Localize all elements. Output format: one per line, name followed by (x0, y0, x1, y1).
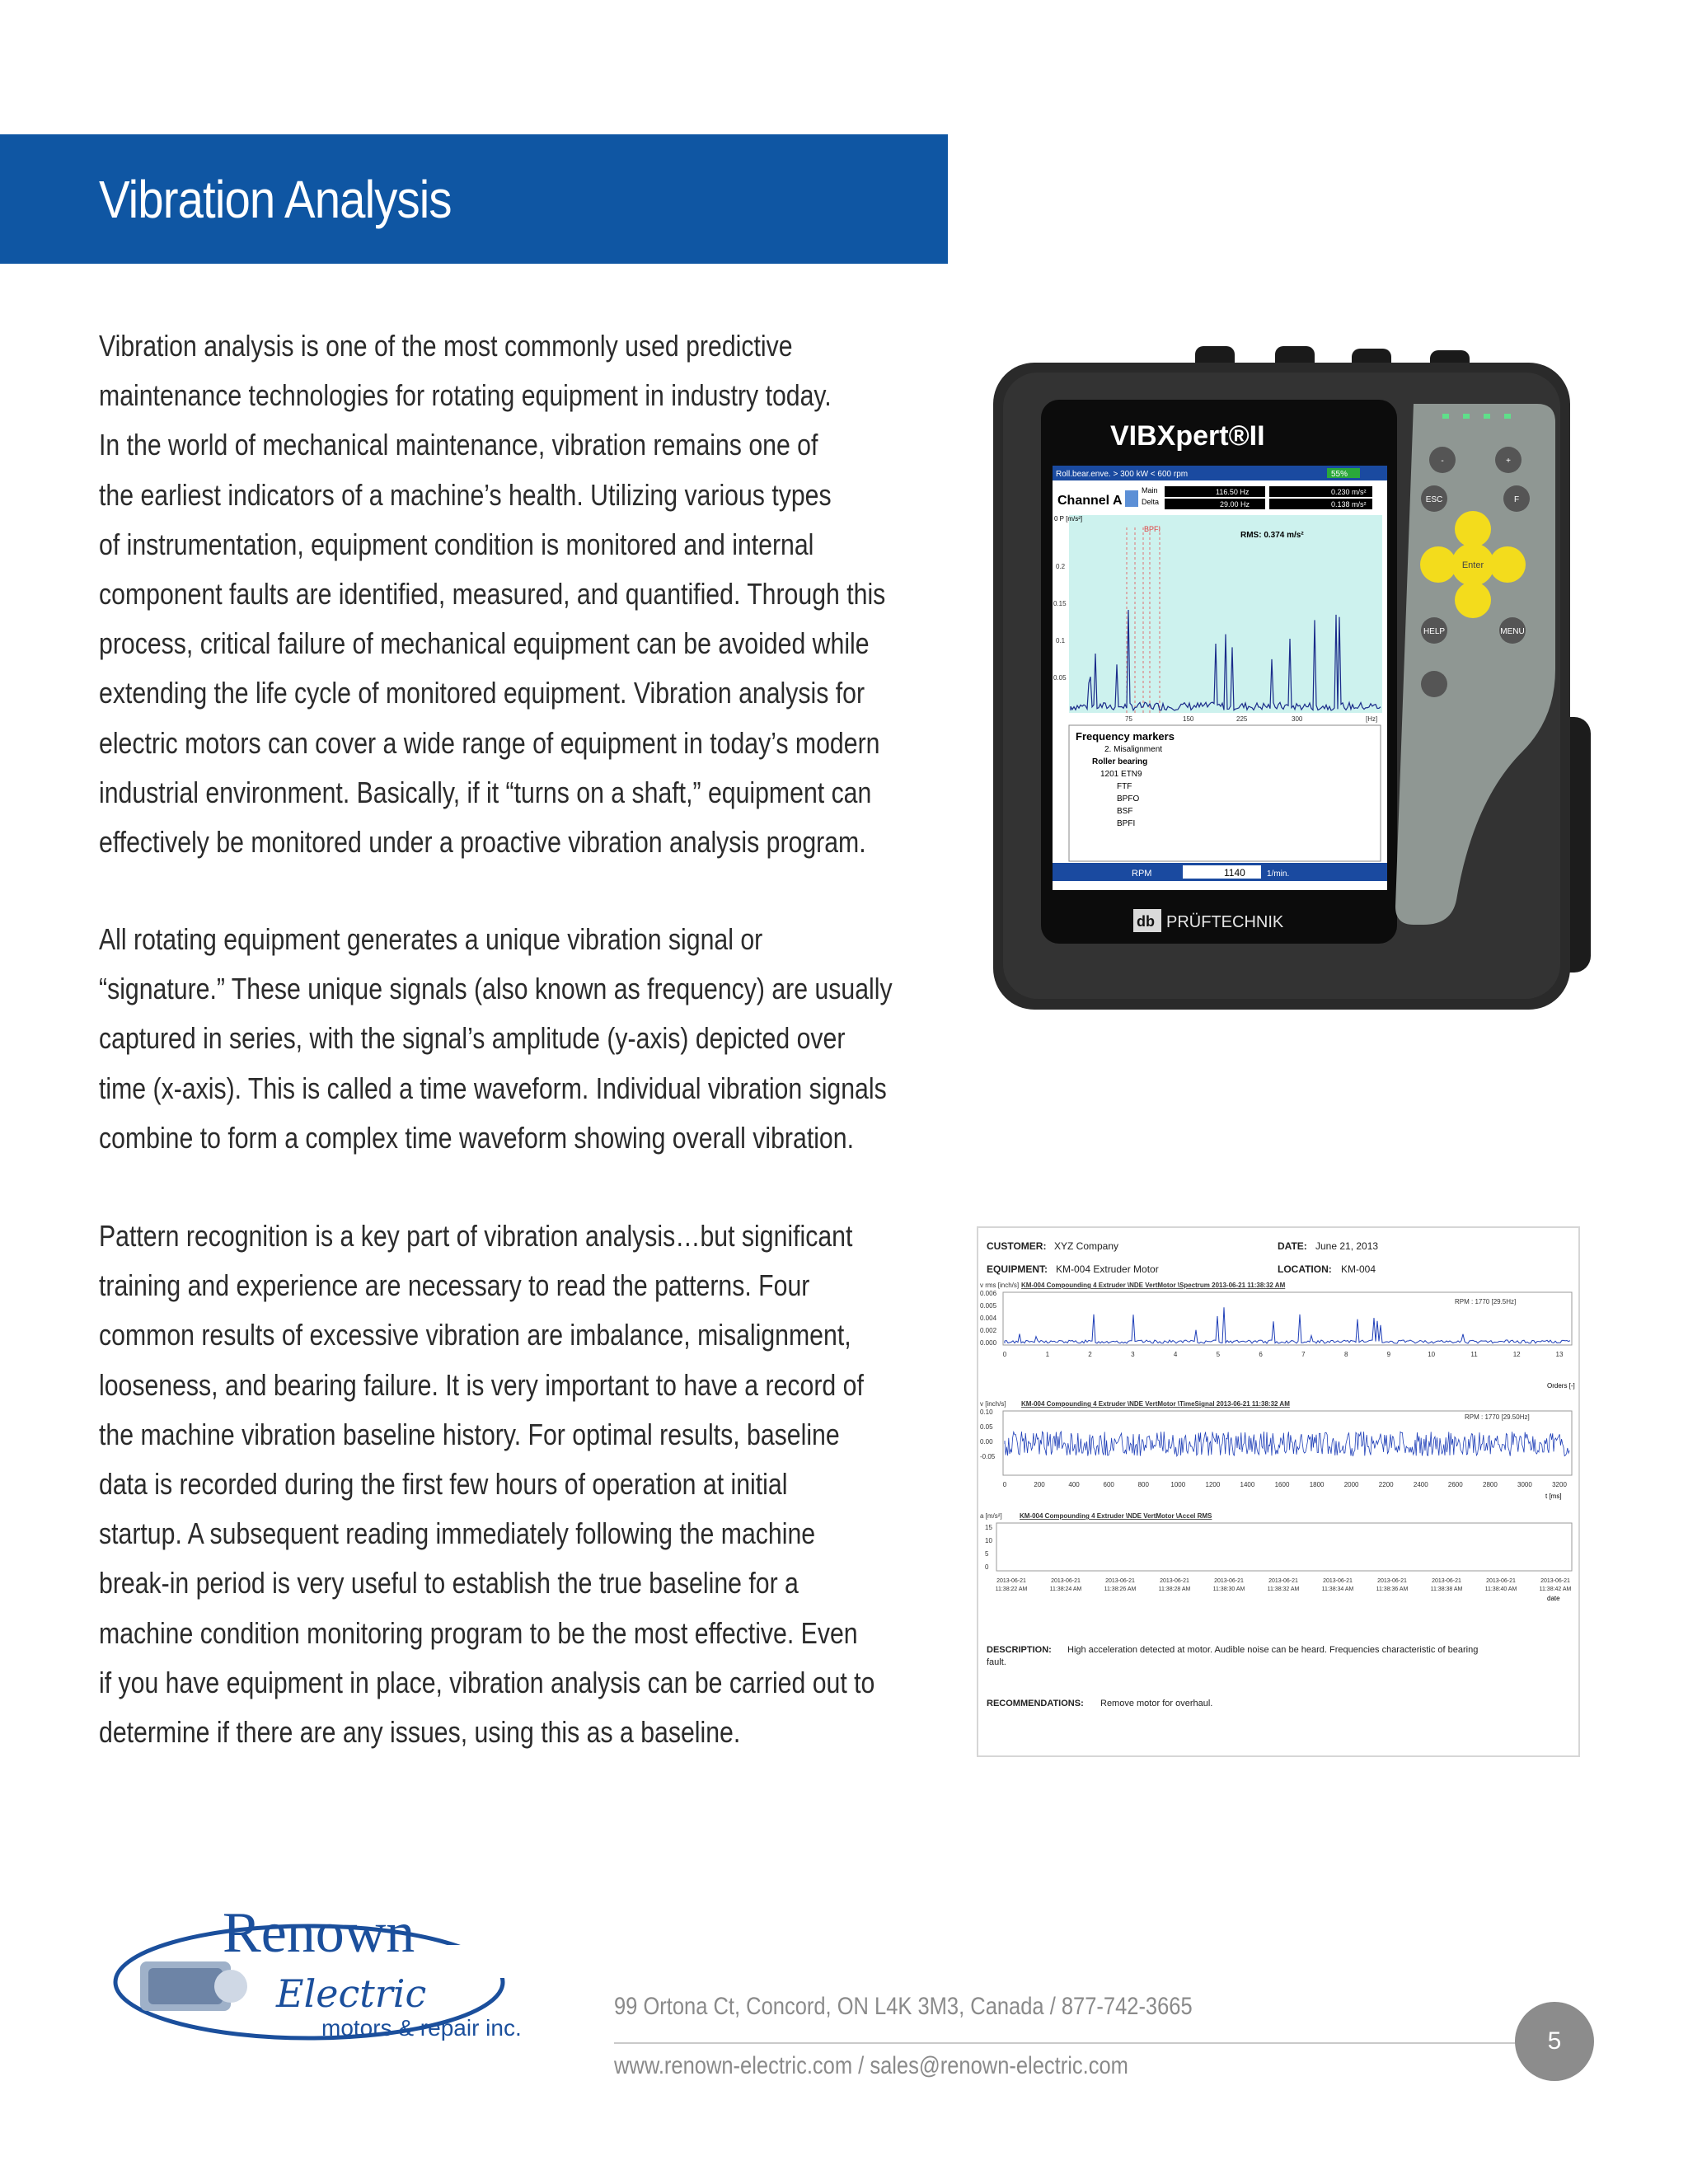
tick-label: 2400 (1413, 1481, 1428, 1488)
tick-label: 200 (1034, 1481, 1045, 1488)
page-number: 5 (1515, 2002, 1594, 2081)
svg-text:55%: 55% (1331, 470, 1348, 479)
tick-label: 3000 (1517, 1481, 1532, 1488)
svg-text:BSF: BSF (1117, 807, 1133, 816)
tick-label: 12 (1512, 1351, 1521, 1358)
tick-label: 0 (1002, 1481, 1007, 1488)
svg-text:-0.05: -0.05 (980, 1453, 996, 1460)
intro-paragraph: Vibration analysis is one of the most commonly used predictive maintenance technologies for rotating equipment in industry today. In the world of mechanical maintenance, vibration remains one of the earliest indicators of a machine’s health. Utilizing various types of instrumentation, equipment condition is monitored and internal component faults are identified, measured, and quantified. Through this process, critical failure of mechanical equipment can be avoided while extending the life cycle of monitored equipment. Vibration analysis for electric motors can cover a wide range of equipment in today’s modern industrial environment. Basically, if it “turns on a shaft,” equipment can effectively be monitored under a proactive vibration analysis program. (99, 329, 886, 860)
svg-text:RPM: RPM (1132, 869, 1152, 879)
tick-label: 11:38:40 AM (1484, 1586, 1517, 1592)
svg-text:0.002: 0.002 (980, 1327, 997, 1334)
tick-label: 2013-06-21 (1377, 1578, 1407, 1584)
svg-text:Orders [-]: Orders [-] (1547, 1382, 1575, 1390)
tick-label: 9 (1386, 1351, 1391, 1358)
tick-label: 1800 (1309, 1481, 1325, 1488)
tick-label: 11:38:22 AM (995, 1586, 1028, 1592)
svg-text:RPM : 1770 [29.50Hz]: RPM : 1770 [29.50Hz] (1465, 1413, 1530, 1421)
svg-text:t [ms]: t [ms] (1545, 1493, 1562, 1500)
svg-text:10: 10 (985, 1537, 992, 1544)
svg-text:RPM : 1770 [29.5Hz]: RPM : 1770 [29.5Hz] (1455, 1298, 1517, 1305)
tick-label: 5 (1216, 1351, 1221, 1358)
tick-label: 3200 (1552, 1481, 1567, 1488)
tick-label: 11:38:28 AM (1158, 1586, 1191, 1592)
tick-label: 2013-06-21 (1540, 1578, 1570, 1584)
svg-text:29.00 Hz: 29.00 Hz (1220, 500, 1250, 509)
svg-text:300: 300 (1292, 715, 1303, 723)
tick-label: 2013-06-21 (1268, 1578, 1298, 1584)
svg-text:1201 ETN9: 1201 ETN9 (1100, 770, 1142, 779)
tick-label: 11:38:34 AM (1321, 1586, 1354, 1592)
svg-text:v [inch/s]: v [inch/s] (980, 1400, 1006, 1408)
tick-label: 2013-06-21 (1323, 1578, 1353, 1584)
svg-text:FTF: FTF (1117, 782, 1132, 791)
svg-text:DATE:: DATE: (1278, 1240, 1307, 1252)
svg-text:PRÜFTECHNIK: PRÜFTECHNIK (1166, 913, 1284, 931)
pattern-paragraph: Pattern recognition is a key part of vibration analysis…but significant training and experience are necessary to read the patterns. Four common results of excessive vibration are imbalance, misalignment, looseness, and bearing failure. It is very important to have a record of the machine vibration baseline history. For optimal results, baseline data is recorded during the first few hours of operation at initial startup. A subsequent reading immediately following the machine break-in period is very useful to establish the true baseline for a machine condition monitoring program to be the most effective. Even if you have equipment in place, vibration analysis can be carried out to determine if there are any issues, using this as a baseline. (99, 1219, 875, 1750)
svg-text:2. Misalignment: 2. Misalignment (1104, 745, 1163, 754)
svg-text:1/min.: 1/min. (1267, 869, 1290, 879)
svg-text:fault.: fault. (987, 1657, 1006, 1667)
vibxpert-device-image (985, 346, 1591, 1010)
page-title: Vibration Analysis (99, 170, 452, 229)
svg-text:KM-004 Extruder Motor: KM-004 Extruder Motor (1056, 1263, 1159, 1275)
svg-text:[Hz]: [Hz] (1366, 715, 1378, 723)
svg-text:CUSTOMER:: CUSTOMER: (987, 1240, 1047, 1252)
renown-electric-logo (107, 1896, 585, 2044)
tick-label: 600 (1103, 1481, 1114, 1488)
svg-text:0.1: 0.1 (1056, 637, 1066, 644)
tick-label: 1200 (1205, 1481, 1221, 1488)
svg-text:0.05: 0.05 (980, 1423, 993, 1431)
svg-text:KM-004: KM-004 (1341, 1263, 1376, 1275)
svg-text:0.005: 0.005 (980, 1302, 997, 1310)
tick-label: 2013-06-21 (1051, 1578, 1081, 1584)
tick-label: 11 (1470, 1351, 1478, 1358)
tick-label: 3 (1131, 1351, 1135, 1358)
tick-label: 11:38:30 AM (1212, 1586, 1245, 1592)
svg-text:225: 225 (1236, 715, 1248, 723)
svg-text:June 21, 2013: June 21, 2013 (1315, 1240, 1379, 1252)
tick-label: 13 (1555, 1351, 1564, 1358)
svg-text:motors & repair inc.: motors & repair inc. (321, 2015, 522, 2041)
signature-paragraph: All rotating equipment generates a unique vibration signal or “signature.” These unique signals (also known as frequency) are usually captured in series, with the signal’s amplitude (y-axis) depicted over time (x-axis). This is called a time waveform. Individual vibration signals combine to form a complex time waveform showing overall vibration. (99, 922, 893, 1155)
tick-label: 2000 (1343, 1481, 1359, 1488)
svg-text:1140: 1140 (1224, 867, 1245, 879)
svg-text:KM-004 Compounding 4 Extruder: KM-004 Compounding 4 Extruder \NDE VertMotor \Accel RMS (1020, 1512, 1212, 1520)
svg-text:150: 150 (1183, 715, 1194, 723)
svg-text:ESC: ESC (1425, 495, 1443, 504)
svg-text:Delta: Delta (1142, 498, 1160, 506)
svg-text:15: 15 (985, 1524, 992, 1531)
tick-label: 2013-06-21 (1214, 1578, 1244, 1584)
svg-text:0.000: 0.000 (980, 1339, 997, 1347)
svg-text:Enter: Enter (1461, 560, 1484, 570)
svg-text:Renown: Renown (223, 1901, 415, 1965)
svg-text:Roll.bear.enve. > 300 kW < 600: Roll.bear.enve. > 300 kW < 600 rpm (1056, 470, 1189, 479)
vibration-report-image (977, 1226, 1580, 1757)
svg-text:0.00: 0.00 (980, 1438, 993, 1446)
tick-label: 11:38:38 AM (1430, 1586, 1463, 1592)
svg-text:+: + (1506, 457, 1511, 466)
tick-label: 2013-06-21 (1160, 1578, 1189, 1584)
svg-text:116.50 Hz: 116.50 Hz (1216, 488, 1250, 496)
svg-text:Frequency markers: Frequency markers (1076, 730, 1175, 743)
svg-text:HELP: HELP (1423, 627, 1446, 636)
tick-label: 11:38:24 AM (1049, 1586, 1082, 1592)
svg-text:0.2: 0.2 (1056, 563, 1066, 570)
svg-text:BPFI: BPFI (1117, 819, 1136, 828)
svg-text:LOCATION:: LOCATION: (1278, 1263, 1332, 1275)
tick-label: 2 (1088, 1351, 1092, 1358)
footer-divider (614, 2042, 1521, 2044)
svg-text:BPFO: BPFO (1117, 794, 1140, 804)
svg-text:DESCRIPTION:: DESCRIPTION: (987, 1645, 1052, 1655)
svg-text:5: 5 (985, 1550, 989, 1558)
tick-label: 2013-06-21 (1432, 1578, 1461, 1584)
tick-label: 2600 (1447, 1481, 1463, 1488)
tick-label: 2800 (1483, 1481, 1498, 1488)
svg-text:0.006: 0.006 (980, 1290, 997, 1297)
tick-label: 2013-06-21 (1105, 1578, 1135, 1584)
svg-text:0.004: 0.004 (980, 1315, 997, 1322)
svg-text:Electric: Electric (276, 1971, 427, 2016)
svg-text:db: db (1137, 913, 1155, 930)
svg-text:0.10: 0.10 (980, 1408, 993, 1416)
footer-address: 99 Ortona Ct, Concord, ON L4K 3M3, Canada / 877-742-3665 (614, 1993, 1193, 2020)
tick-label: 1000 (1170, 1481, 1186, 1488)
svg-text:Main: Main (1142, 486, 1158, 494)
tick-label: 11:38:26 AM (1104, 1586, 1137, 1592)
svg-text:MENU: MENU (1500, 627, 1525, 636)
svg-text:0.15: 0.15 (1053, 600, 1067, 607)
tick-label: 0 (1002, 1351, 1007, 1358)
tick-label: 7 (1301, 1351, 1306, 1358)
footer-contact: www.renown-electric.com / sales@renown-electric.com (614, 2052, 1128, 2079)
tick-label: 2013-06-21 (1486, 1578, 1516, 1584)
svg-text:F: F (1513, 495, 1520, 504)
tick-label: 8 (1343, 1351, 1348, 1358)
device-brand: VIBXpert®II (1110, 420, 1265, 452)
svg-text:XYZ Company: XYZ Company (1054, 1240, 1119, 1252)
tick-label: 400 (1068, 1481, 1080, 1488)
tick-label: 1400 (1240, 1481, 1255, 1488)
svg-text:Roller bearing: Roller bearing (1092, 757, 1148, 766)
svg-text:KM-004 Compounding 4 Extruder: KM-004 Compounding 4 Extruder \NDE VertMotor \Spectrum 2013-06-21 11:38:32 AM (1021, 1282, 1286, 1289)
svg-text:0.230 m/s²: 0.230 m/s² (1331, 488, 1367, 496)
svg-text:EQUIPMENT:: EQUIPMENT: (987, 1263, 1048, 1275)
svg-text:RECOMMENDATIONS:: RECOMMENDATIONS: (987, 1699, 1084, 1708)
tick-label: 1 (1045, 1351, 1050, 1358)
tick-label: 4 (1173, 1351, 1178, 1358)
svg-text:date: date (1547, 1595, 1560, 1602)
tick-label: 6 (1259, 1351, 1263, 1358)
svg-text:KM-004 Compounding 4 Extruder: KM-004 Compounding 4 Extruder \NDE VertMotor \TimeSignal 2013-06-21 11:38:32 AM (1021, 1400, 1290, 1408)
svg-text:High acceleration detected at: High acceleration detected at motor. Audible noise can be heard. Frequencies characteristic of bearing (1067, 1645, 1479, 1655)
tick-label: 1600 (1274, 1481, 1290, 1488)
tick-label: 11:38:36 AM (1376, 1586, 1409, 1592)
svg-text:0.05: 0.05 (1053, 674, 1067, 682)
svg-text:0 P [m/s²]: 0 P [m/s²] (1054, 515, 1083, 523)
svg-text:a [m/s²]: a [m/s²] (980, 1512, 1002, 1520)
tick-label: 11:38:42 AM (1539, 1586, 1572, 1592)
svg-text:Channel A: Channel A (1057, 494, 1123, 508)
svg-text:0: 0 (985, 1563, 989, 1571)
tick-label: 10 (1428, 1351, 1436, 1358)
svg-text:BPFI: BPFI (1144, 525, 1161, 533)
tick-label: 2200 (1378, 1481, 1394, 1488)
tick-label: 2013-06-21 (996, 1578, 1026, 1584)
title-banner (0, 134, 948, 264)
tick-label: 800 (1137, 1481, 1149, 1488)
svg-text:-: - (1441, 457, 1444, 466)
svg-text:75: 75 (1125, 715, 1132, 723)
svg-text:0.138 m/s²: 0.138 m/s² (1331, 500, 1367, 509)
svg-text:Remove motor for overhaul.: Remove motor for overhaul. (1100, 1699, 1213, 1708)
svg-text:v rms [inch/s]: v rms [inch/s] (980, 1282, 1020, 1289)
svg-text:RMS: 0.374 m/s²: RMS: 0.374 m/s² (1240, 531, 1304, 540)
tick-label: 11:38:32 AM (1267, 1586, 1300, 1592)
